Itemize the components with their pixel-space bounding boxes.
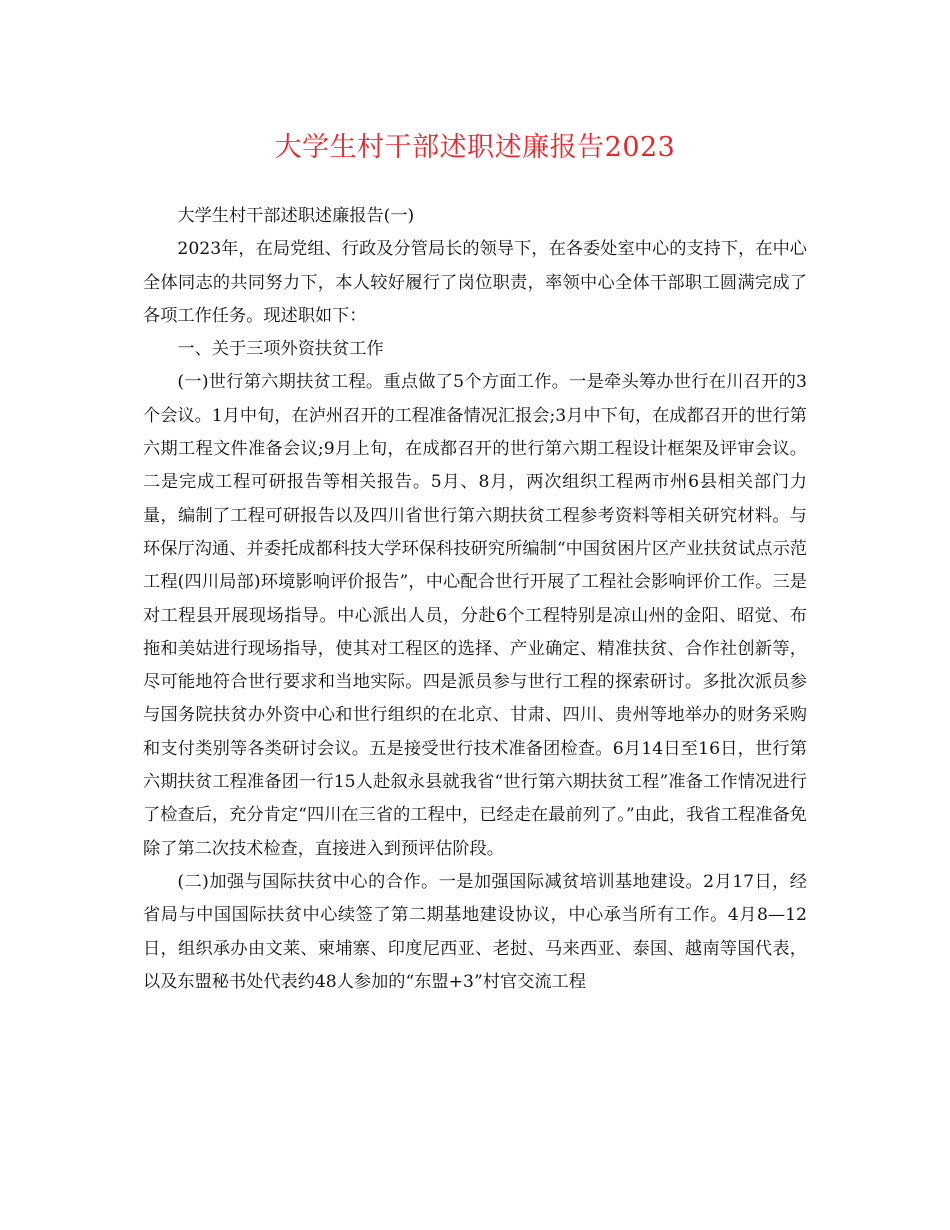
paragraph-world-bank: (一)世行第六期扶贫工程。重点做了5个方面工作。一是牵头筹办世行在川召开的3个会议。1月中旬，在泸州召开的工程准备情况汇报会;3月中下旬，在成都召开的世行第六期工程文件准备会议;9月上旬，在成都召开的世行第六期工程设计框架及评审会议。二是完成工程可研报告等相关报告。5月、8月，两次组织工程两市州6县相关部门力量，编制了工程可研报告以及四川省世行第六期扶贫工程参考资料等相关研究材料。与环保厅沟通、并委托成都科技大学环保科技研究所编制“中国贫困片区产业扶贫试点示范工程(四川局部)环境影响评价报告”，中心配合世行开展了工程社会影响评价工作。三是对工程县开展现场指导。中心派出人员，分赴6个工程特别是凉山州的金阳、昭觉、布拖和美姑进行现场指导，使其对工程区的选择、产业确定、精准扶贫、合作社创新等，尽可能地符合世行要求和当地实际。四是派员参与世行工程的探索研讨。多批次派员参与国务院扶贫办外资中心和世行组织的在北京、甘肃、四川、贵州等地举办的财务采购和支付类别等各类研讨会议。五是接受世行技术准备团检查。6月14日至16日，世行第六期扶贫工程准备团一行15人赴叙永县就我省“世行第六期扶贫工程”准备工作情况进行了检查后，充分肯定“四川在三省的工程中，已经走在最前列了。”由此，我省工程准备免除了第二次技术检查，直接进入到预评估阶段。 [143,372,807,859]
paragraph-intro: 2023年，在局党组、行政及分管局长的领导下，在各委处室中心的支持下，在中心全体同志的共同努力下，本人较好履行了岗位职责，率领中心全体干部职工圆满完成了各项工作任务。现述职如下： [143,239,807,326]
document-title: 大学生村干部述职述廉报告2023 [274,132,676,163]
section-heading: 一、关于三项外资扶贫工作 [177,339,384,360]
paragraph-international-cooperation: (二)加强与国际扶贫中心的合作。一是加强国际减贫培训基地建设。2月17日，经省局与中国国际扶贫中心续签了第二期基地建设协议，中心承当所有工作。4月8—12日，组织承办由文莱、柬埔寨、印度尼西亚、老挝、马来西亚、泰国、越南等国代表，以及东盟秘书处代表约48人参加的“东盟+3”村官交流工程 [143,871,807,992]
document-body [143,200,807,999]
paragraph-subtitle: 大学生村干部述职述廉报告(一) [177,206,415,226]
